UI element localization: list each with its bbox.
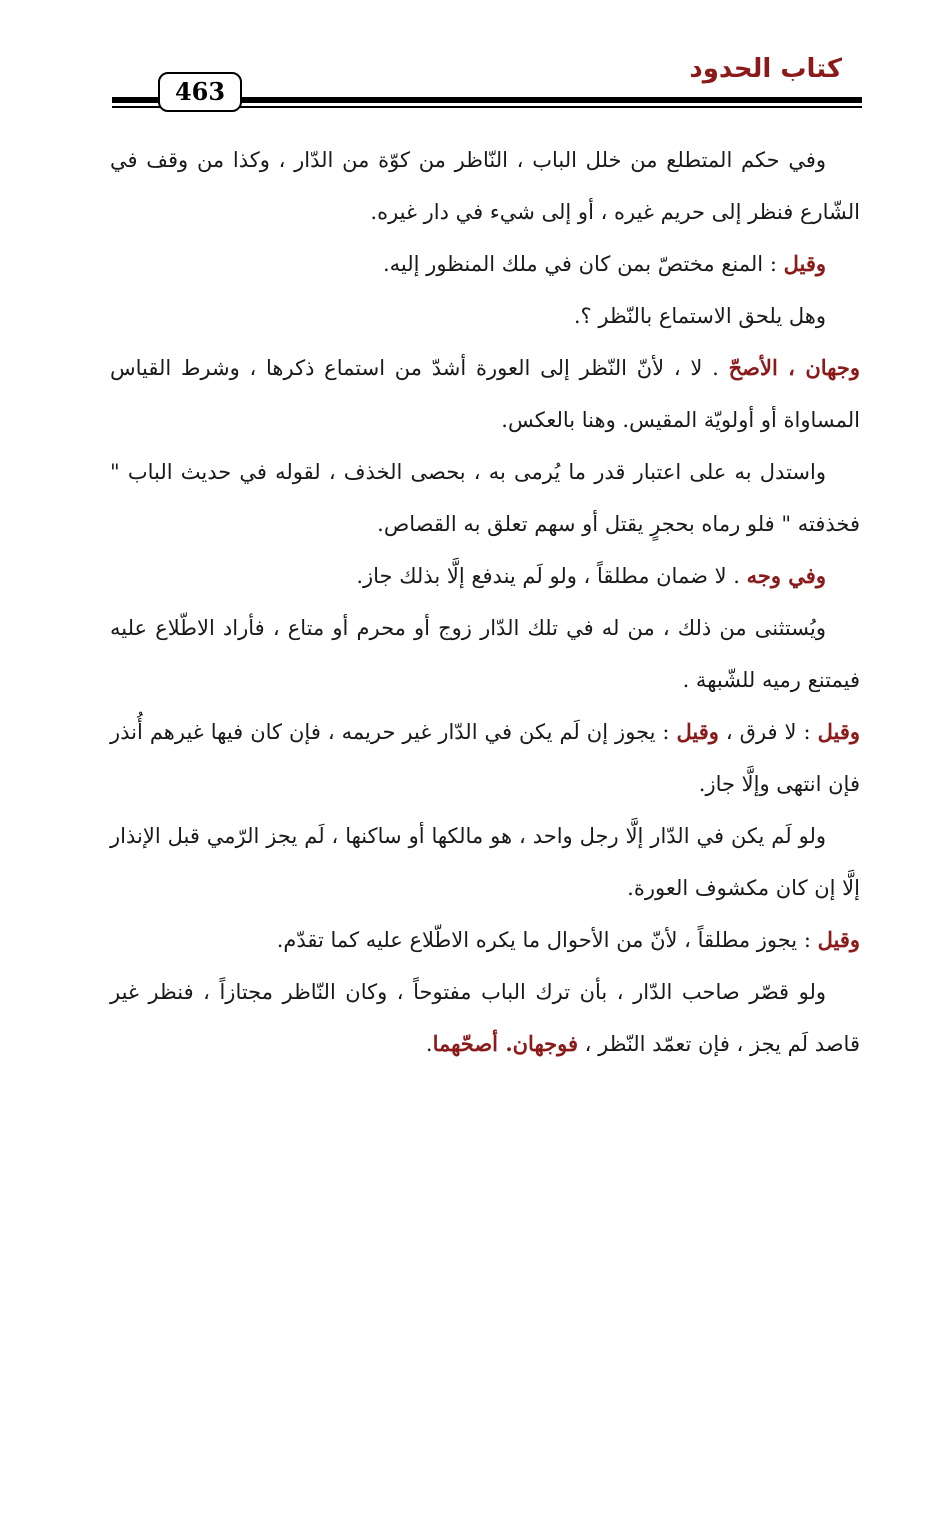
paragraph-text: : يجوز مطلقاً ، لأنّ من الأحوال ما يكره الاطّلاع عليه كما تقدّم.	[276, 928, 818, 952]
paragraph-text: : لا فرق ،	[718, 720, 818, 744]
paragraph-4	[110, 342, 860, 446]
keyword: وقيل	[817, 927, 860, 952]
book-title: كتاب الحدود	[689, 54, 842, 84]
keyword: وفي وجه	[746, 563, 826, 588]
page-number: 463	[158, 72, 242, 112]
keyword: فوجهان. أصحّهما	[432, 1031, 578, 1056]
paragraph-3	[110, 290, 860, 342]
paragraph-text: : يجوز إن لَم يكن في الدّار غير حريمه ، فإن كان فيها غيرهم أُنذر فإن انتهى وإلَّا جاز.	[110, 720, 860, 796]
paragraph-1	[110, 134, 860, 238]
paragraph-10	[110, 914, 860, 966]
paragraph-text: ولو قصّر صاحب الدّار ، بأن ترك الباب مفتوحاً ، وكان النّاظر مجتازاً ، فنظر غير قاصد لَم يجز ، فإن تعمّد النّظر ،	[110, 980, 860, 1056]
keyword: وقيل	[783, 251, 826, 276]
page-header	[112, 52, 862, 122]
keyword: وقيل	[676, 719, 719, 744]
main-text	[110, 134, 860, 1070]
paragraph-2	[110, 238, 860, 290]
paragraph-6	[110, 550, 860, 602]
paragraph-text: ولو لَم يكن في الدّار إلَّا رجل واحد ، هو مالكها أو ساكنها ، لَم يجز الرّمي قبل الإنذار إلَّا إن كان مكشوف العورة.	[110, 824, 860, 900]
paragraph-7	[110, 602, 860, 706]
paragraph-text: : المنع مختصّ بمن كان في ملك المنظور إليه.	[383, 252, 784, 276]
paragraph-11	[110, 966, 860, 1070]
paragraph-8	[110, 706, 860, 810]
paragraph-5	[110, 446, 860, 550]
paragraph-text: . لا ضمان مطلقاً ، ولو لَم يندفع إلَّا بذلك جاز.	[356, 564, 747, 588]
paragraph-text: وهل يلحق الاستماع بالنّظر ؟.	[573, 304, 826, 328]
paragraph-text: وفي حكم المتطلع من خلل الباب ، النّاظر من كوّة من الدّار ، وكذا من وقف في الشّارع فنظر إلى حريم غيره ، أو إلى شيء في دار غيره.	[110, 148, 860, 224]
paragraph-text: . لا ، لأنّ النّظر إلى العورة أشدّ من استماع ذكرها ، وشرط القياس المساواة أو أولويّة المقيس. وهنا بالعكس.	[110, 356, 860, 432]
paragraph-text: واستدل به على اعتبار قدر ما يُرمى به ، بحصى الخذف ، لقوله في حديث الباب " فخذفته " فلو رماه بحجرٍ يقتل أو سهم تعلق به القصاص.	[110, 460, 860, 536]
keyword: وجهان ، الأصحّ	[728, 355, 860, 380]
paragraph-text: ويُستثنى من ذلك ، من له في تلك الدّار زوج أو محرم أو متاع ، فأراد الاطّلاع عليه فيمتنع رميه للشّبهة .	[110, 616, 860, 692]
paragraph-text: .	[425, 1032, 433, 1056]
keyword: وقيل	[817, 719, 860, 744]
paragraph-9	[110, 810, 860, 914]
